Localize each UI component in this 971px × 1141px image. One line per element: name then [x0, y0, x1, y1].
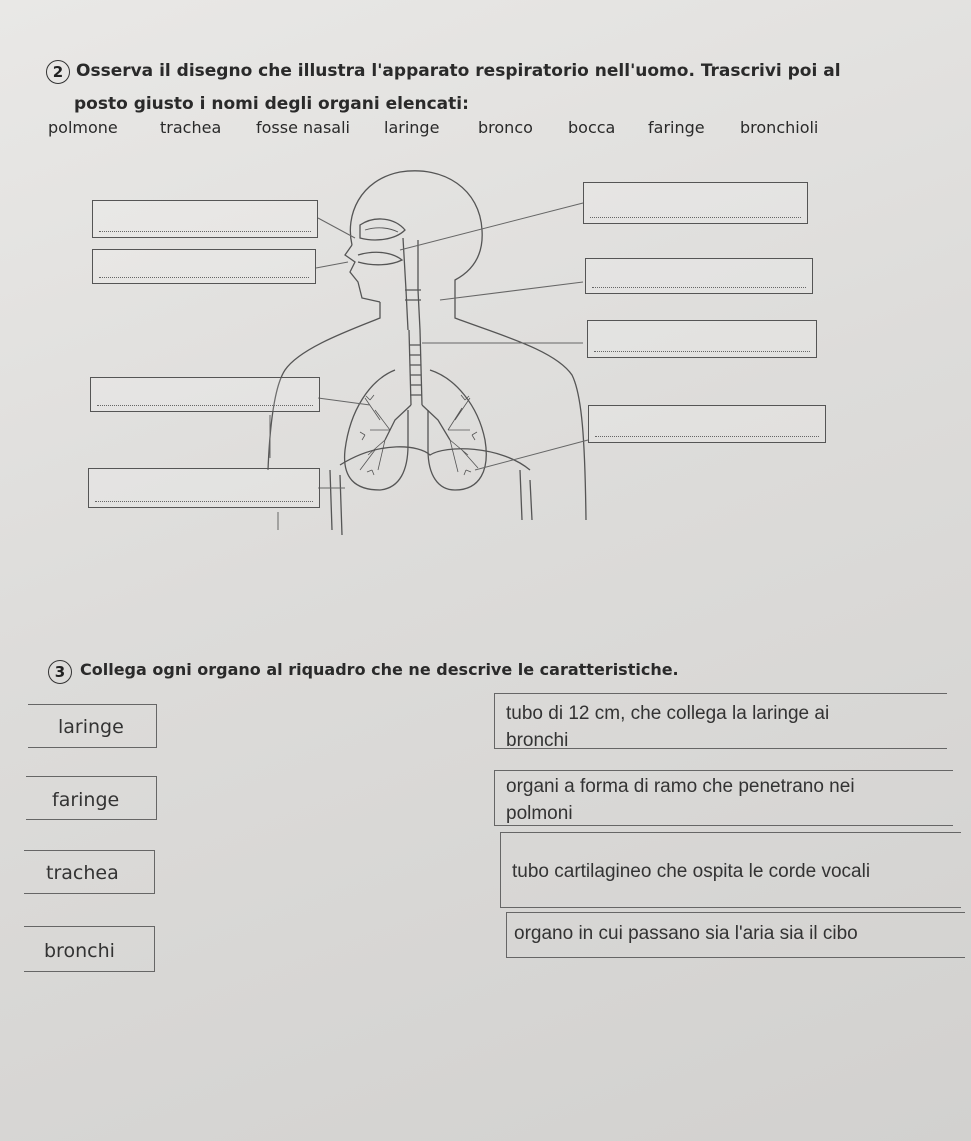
word-bank-item: bronco [478, 118, 533, 137]
word-bank-item: bronchioli [740, 118, 819, 137]
word-bank-item: laringe [384, 118, 440, 137]
organ-label-bronchi[interactable]: bronchi [44, 940, 115, 962]
answer-box[interactable] [92, 200, 318, 238]
exercise-2-instruction-line1: Osserva il disegno che illustra l'apparato respiratorio nell'uomo. Trascrivi poi al [76, 61, 841, 81]
description-text[interactable] [506, 700, 946, 754]
answer-box[interactable] [88, 468, 320, 508]
description-line: organo in cui passano sia l'aria sia il cibo [514, 923, 858, 944]
word-bank-item: trachea [160, 118, 222, 137]
answer-box[interactable] [92, 249, 316, 284]
description-text[interactable] [506, 773, 952, 827]
description-line: polmoni [506, 803, 573, 824]
organ-label-faringe[interactable]: faringe [52, 789, 120, 811]
answer-box[interactable] [588, 405, 826, 443]
word-bank-item: faringe [648, 118, 705, 137]
description-line: bronchi [506, 730, 569, 751]
organ-label-laringe[interactable]: laringe [58, 716, 124, 738]
word-bank-item: bocca [568, 118, 616, 137]
description-line: tubo di 12 cm, che collega la laringe ai [506, 703, 830, 724]
exercise-2-instruction-line2: posto giusto i nomi degli organi elencati: [74, 94, 469, 114]
exercise-2-number: 2 [46, 60, 70, 84]
answer-box[interactable] [585, 258, 813, 294]
answer-box[interactable] [583, 182, 808, 224]
description-text[interactable] [512, 858, 962, 885]
answer-box[interactable] [90, 377, 320, 412]
exercise-3-number: 3 [48, 660, 72, 684]
word-bank-item: fosse nasali [256, 118, 350, 137]
organ-label-trachea[interactable]: trachea [46, 862, 119, 884]
exercise-3-instruction: Collega ogni organo al riquadro che ne descrive le caratteristiche. [80, 660, 679, 679]
description-line: tubo cartilagineo che ospita le corde vocali [512, 861, 871, 882]
description-text[interactable] [514, 920, 960, 947]
answer-box[interactable] [587, 320, 817, 358]
word-bank-item: polmone [48, 118, 118, 137]
description-line: organi a forma di ramo che penetrano nei [506, 776, 855, 797]
